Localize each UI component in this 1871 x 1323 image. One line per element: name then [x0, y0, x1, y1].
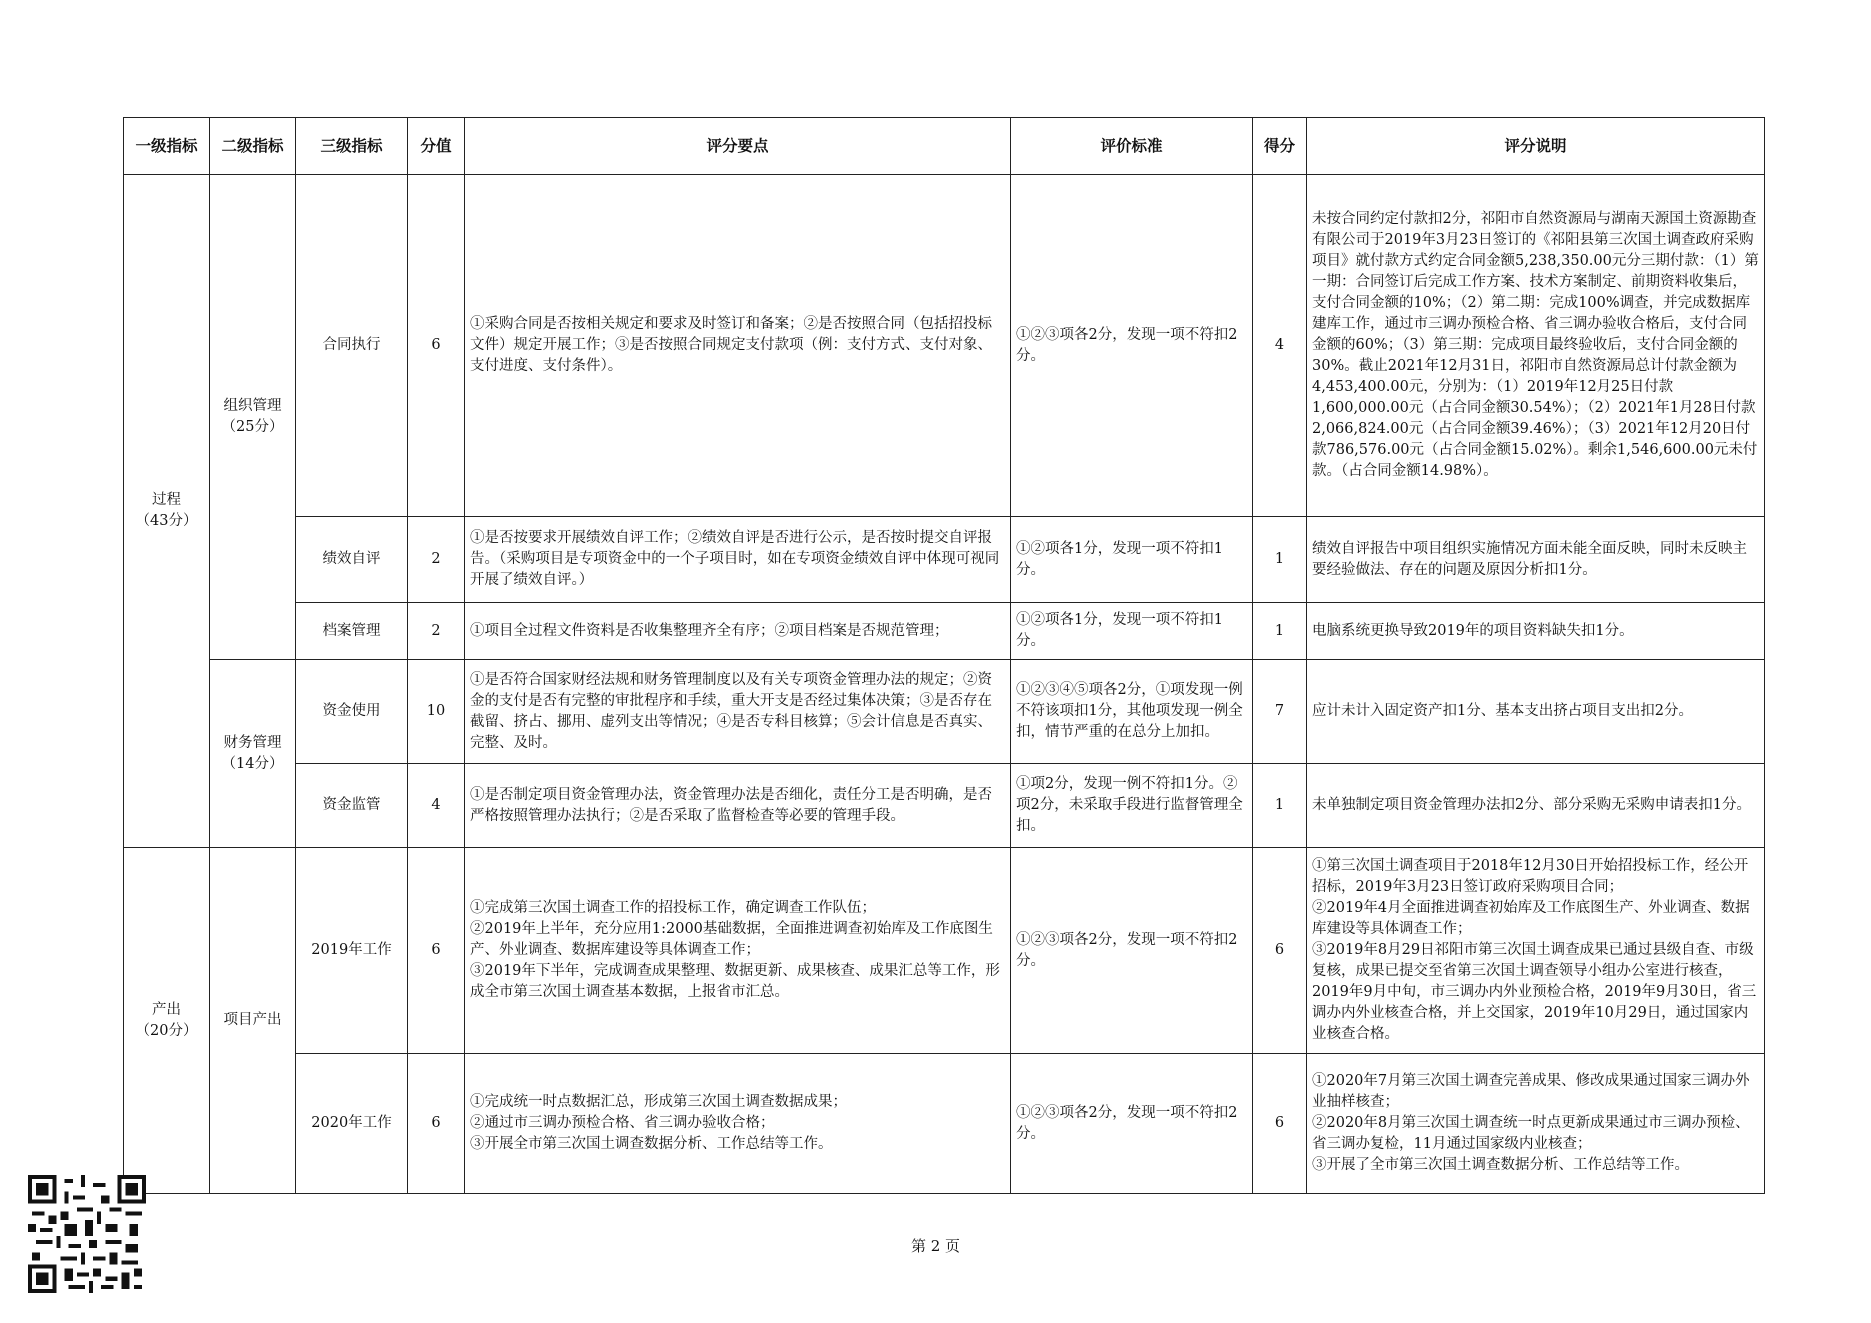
level3-cell: 2020年工作	[296, 1054, 408, 1194]
got-cell: 1	[1253, 603, 1307, 660]
table-row	[124, 1054, 1765, 1194]
header-points: 评分要点	[465, 118, 1011, 175]
explain-cell: ①第三次国土调查项目于2018年12月30日开始招投标工作，经公开招标，2019年3月23日签订政府采购项目合同； ②2019年4月全面推进调查初始库及工作底图生产、外业调查、数据库建设等具体调查工作； ③2019年8月29日祁阳市第三次国土调查成果已通过县级自查、市级复核，成果已提交至省第三次国土调查领导小组办公室进行核查，2019年9月中旬，市三调办内外业预检合格，2019年9月30日，省三调办内外业核查合格，并上交国家，2019年10月29日，通过国家内业核查合格。	[1307, 848, 1765, 1054]
explain-cell: 未按合同约定付款扣2分，祁阳市自然资源局与湖南天源国土资源勘查有限公司于2019年3月23日签订的《祁阳县第三次国土调查政府采购项目》就付款方式约定合同金额5,238,350.00元分三期付款：（1）第一期：合同签订后完成工作方案、技术方案制定、前期资料收集后，支付合同金额的10%；（2）第二期：完成100%调查，并完成数据库建库工作，通过市三调办预检合格、省三调办验收合格后，支付合同金额的60%；（3）第三期：完成项目最终验收后，支付合同金额的30%。截止2021年12月31日，祁阳市自然资源局总计付款金额为4,453,400.00元，分别为：（1）2019年12月25日付款1,600,000.00元（占合同金额30.54%）；（2）2021年1月28日付款2,066,824.00元（占合同金额39.46%）；（3）2021年12月20日付款786,576.00元（占合同金额15.02%）。剩余1,546,600.00元未付款。（占合同金额14.98%）。	[1307, 175, 1765, 517]
explain-cell: ①2020年7月第三次国土调查完善成果、修改成果通过国家三调办外业抽样核查； ②2020年8月第三次国土调查统一时点更新成果通过市三调办预检、省三调办复检，11月通过国家级内业核查； ③开展了全市第三次国土调查数据分析、工作总结等工作。	[1307, 1054, 1765, 1194]
points-cell: ①采购合同是否按相关规定和要求及时签订和备案；②是否按照合同（包括招投标文件）规定开展工作；③是否按照合同规定支付款项（例：支付方式、支付对象、支付进度、支付条件）。	[465, 175, 1011, 517]
level3-cell: 绩效自评	[296, 517, 408, 603]
level2-org: 组织管理 （25分）	[210, 175, 296, 660]
header-level1: 一级指标	[124, 118, 210, 175]
standard-cell: ①②③④⑤项各2分，①项发现一例不符该项扣1分，其他项发现一例全扣，情节严重的在总分上加扣。	[1011, 660, 1253, 764]
explain-cell: 未单独制定项目资金管理办法扣2分、部分采购无采购申请表扣1分。	[1307, 764, 1765, 848]
table-row	[124, 175, 1765, 517]
score-cell: 6	[408, 1054, 465, 1194]
page-number: 第 2 页	[910, 1237, 961, 1255]
score-cell: 6	[408, 175, 465, 517]
score-cell: 2	[408, 603, 465, 660]
level1-process: 过程 （43分）	[124, 175, 210, 848]
explain-cell: 应计未计入固定资产扣1分、基本支出挤占项目支出扣2分。	[1307, 660, 1765, 764]
explain-cell: 绩效自评报告中项目组织实施情况方面未能全面反映，同时未反映主要经验做法、存在的问题及原因分析扣1分。	[1307, 517, 1765, 603]
got-cell: 4	[1253, 175, 1307, 517]
points-cell: ①是否制定项目资金管理办法，资金管理办法是否细化，责任分工是否明确，是否严格按照管理办法执行；②是否采取了监督检查等必要的管理手段。	[465, 764, 1011, 848]
explain-cell: 电脑系统更换导致2019年的项目资料缺失扣1分。	[1307, 603, 1765, 660]
points-cell: ①是否符合国家财经法规和财务管理制度以及有关专项资金管理办法的规定；②资金的支付是否有完整的审批程序和手续，重大开支是否经过集体决策；③是否存在截留、挤占、挪用、虚列支出等情况；④是否专科目核算；⑤会计信息是否真实、完整、及时。	[465, 660, 1011, 764]
got-cell: 1	[1253, 517, 1307, 603]
table-row	[124, 660, 1765, 764]
got-cell: 6	[1253, 848, 1307, 1054]
header-got: 得分	[1253, 118, 1307, 175]
header-score: 分值	[408, 118, 465, 175]
level3-cell: 合同执行	[296, 175, 408, 517]
header-level3: 三级指标	[296, 118, 408, 175]
level1-output: 产出 （20分）	[124, 848, 210, 1194]
standard-cell: ①②项各1分，发现一项不符扣1分。	[1011, 603, 1253, 660]
got-cell: 7	[1253, 660, 1307, 764]
qr-code	[28, 1175, 146, 1293]
standard-cell: ①②项各1分，发现一项不符扣1分。	[1011, 517, 1253, 603]
table-row	[124, 517, 1765, 603]
points-cell: ①完成第三次国土调查工作的招投标工作，确定调查工作队伍； ②2019年上半年，充分应用1:2000基础数据，全面推进调查初始库及工作底图生产、外业调查、数据库建设等具体调查工作； ③2019年下半年，完成调查成果整理、数据更新、成果核查、成果汇总等工作，形成全市第三次国土调查基本数据，上报省市汇总。	[465, 848, 1011, 1054]
level3-cell: 资金使用	[296, 660, 408, 764]
header-row	[124, 118, 1765, 175]
evaluation-table	[123, 117, 1765, 1194]
standard-cell: ①②③项各2分，发现一项不符扣2分。	[1011, 175, 1253, 517]
standard-cell: ①②③项各2分，发现一项不符扣2分。	[1011, 1054, 1253, 1194]
standard-cell: ①②③项各2分，发现一项不符扣2分。	[1011, 848, 1253, 1054]
points-cell: ①完成统一时点数据汇总，形成第三次国土调查数据成果； ②通过市三调办预检合格、省三调办验收合格； ③开展全市第三次国土调查数据分析、工作总结等工作。	[465, 1054, 1011, 1194]
score-cell: 6	[408, 848, 465, 1054]
standard-cell: ①项2分，发现一例不符扣1分。②项2分，未采取手段进行监督管理全扣。	[1011, 764, 1253, 848]
header-standard: 评价标准	[1011, 118, 1253, 175]
level2-finance: 财务管理 （14分）	[210, 660, 296, 848]
level3-cell: 资金监管	[296, 764, 408, 848]
level3-cell: 2019年工作	[296, 848, 408, 1054]
table-row	[124, 764, 1765, 848]
table-row	[124, 848, 1765, 1054]
score-cell: 2	[408, 517, 465, 603]
table-row	[124, 603, 1765, 660]
points-cell: ①是否按要求开展绩效自评工作；②绩效自评是否进行公示，是否按时提交自评报告。（采购项目是专项资金中的一个子项目时，如在专项资金绩效自评中体现可视同开展了绩效自评。）	[465, 517, 1011, 603]
got-cell: 6	[1253, 1054, 1307, 1194]
header-explain: 评分说明	[1307, 118, 1765, 175]
score-cell: 10	[408, 660, 465, 764]
level2-project-output: 项目产出	[210, 848, 296, 1194]
points-cell: ①项目全过程文件资料是否收集整理齐全有序；②项目档案是否规范管理；	[465, 603, 1011, 660]
got-cell: 1	[1253, 764, 1307, 848]
level3-cell: 档案管理	[296, 603, 408, 660]
score-cell: 4	[408, 764, 465, 848]
header-level2: 二级指标	[210, 118, 296, 175]
